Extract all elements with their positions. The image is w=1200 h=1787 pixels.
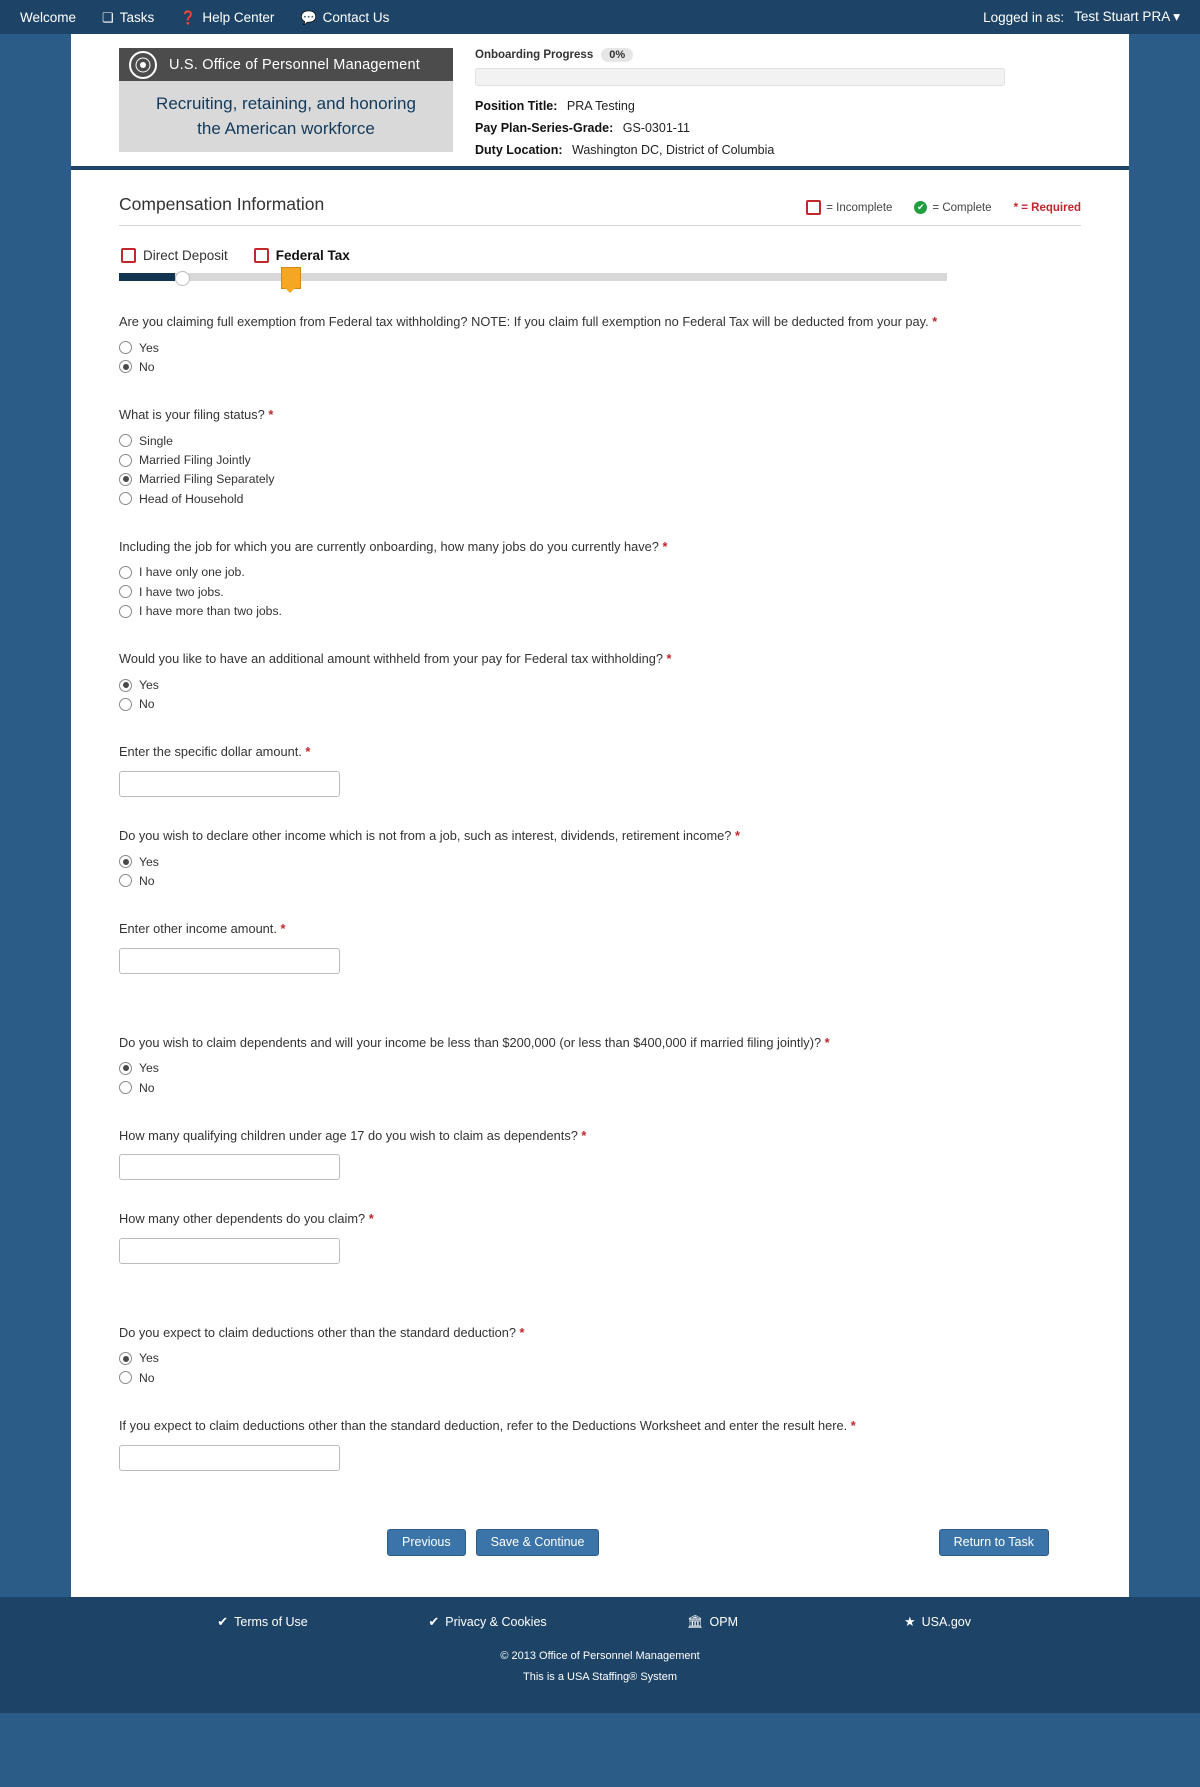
star-icon: ★: [904, 1614, 916, 1630]
option-filing-married-separately[interactable]: [119, 470, 1081, 488]
required-asterisk: *: [850, 1418, 856, 1434]
check-icon: ✔: [217, 1614, 229, 1630]
status-legend: [806, 200, 1081, 215]
required-asterisk: *: [581, 1127, 587, 1143]
deductions-worksheet-result-input[interactable]: [119, 1445, 340, 1471]
required-asterisk: *: [305, 744, 311, 760]
nav-item-tasks[interactable]: [102, 10, 154, 25]
radio-icon[interactable]: [119, 1352, 132, 1365]
option-other-deductions-yes[interactable]: [119, 1349, 1081, 1367]
option-claim-dependents-yes[interactable]: [119, 1059, 1081, 1077]
question-other-income-amount: [119, 920, 1081, 974]
footer-link-usa-gov-label: USA.gov: [921, 1614, 971, 1629]
radio-icon[interactable]: [119, 473, 132, 486]
form-action-buttons: [119, 1529, 1081, 1557]
tasks-icon: ❏: [102, 9, 114, 25]
question-deductions-worksheet-result-text: [119, 1417, 1081, 1436]
chevron-down-icon: ▾: [1173, 9, 1180, 24]
question-filing-status-options: [119, 432, 1081, 508]
save-and-continue-button[interactable]: Save & Continue: [476, 1529, 600, 1557]
footer-link-privacy-cookies-label: Privacy & Cookies: [445, 1614, 547, 1629]
option-more-than-two-jobs-label: I have more than two jobs.: [139, 604, 282, 619]
page-title: Compensation Information: [119, 194, 325, 214]
brand-tagline-line2: the American workforce: [197, 118, 375, 138]
slider-filled-track: [119, 273, 175, 281]
radio-icon[interactable]: [119, 434, 132, 447]
question-other-income-declare-text: [119, 827, 1081, 846]
question-filing-status-label: What is your filing status?: [119, 407, 265, 423]
radio-icon[interactable]: [119, 679, 132, 692]
previous-button[interactable]: Previous: [387, 1529, 466, 1557]
radio-icon[interactable]: [119, 360, 132, 373]
option-one-job-label: I have only one job.: [139, 565, 245, 580]
option-one-job[interactable]: [119, 563, 1081, 581]
progress-percent-badge: 0%: [601, 48, 633, 62]
question-exemption-label: Are you claiming full exemption from Federal tax withholding? NOTE: If you claim full exemption no Federal Tax will be deducted from your pay.: [119, 314, 929, 329]
opm-seal-icon: [129, 51, 157, 79]
question-claim-dependents-text: [119, 1034, 1081, 1053]
question-deductions-worksheet-result-label: If you expect to claim deductions other than the standard deduction, refer to the Deductions Worksheet and enter the result here.: [119, 1418, 848, 1434]
footer-link-terms-of-use-label: Terms of Use: [234, 1614, 308, 1629]
check-circle-icon: ✔: [914, 201, 927, 214]
question-deductions-worksheet-result: [119, 1417, 1081, 1471]
question-other-dependents: [119, 1210, 1081, 1264]
duty-location-label: Duty Location:: [475, 142, 563, 157]
duty-location-row: [475, 140, 774, 162]
footer-copyright-block: [0, 1646, 1200, 1688]
compensation-tabs: [119, 248, 1081, 263]
required-asterisk: *: [824, 1034, 830, 1050]
brand-tagline-line1: Recruiting, retaining, and honoring: [156, 93, 416, 113]
option-filing-married-jointly[interactable]: [119, 451, 1081, 469]
option-filing-head-of-household-label: Head of Household: [139, 491, 244, 506]
check-icon: ✔: [428, 1614, 440, 1630]
question-number-of-jobs-label: Including the job for which you are currently onboarding, how many jobs do you currently have?: [119, 538, 659, 554]
option-filing-married-jointly-label: Married Filing Jointly: [139, 452, 251, 467]
nav-right-group: [983, 9, 1180, 25]
option-more-than-two-jobs[interactable]: [119, 602, 1081, 620]
option-exemption-yes-label: Yes: [139, 340, 159, 355]
question-number-of-jobs-text: [119, 538, 1081, 557]
progress-label-row: [475, 48, 1005, 62]
question-number-of-jobs: [119, 538, 1081, 620]
footer-links: [0, 1615, 1200, 1629]
incomplete-icon: [121, 248, 136, 263]
option-filing-single[interactable]: [119, 432, 1081, 450]
radio-icon[interactable]: [119, 698, 132, 711]
tab-direct-deposit[interactable]: [121, 248, 228, 263]
option-additional-withholding-no-label: No: [139, 697, 155, 712]
radio-icon[interactable]: [119, 874, 132, 887]
question-other-income-declare: [119, 827, 1081, 890]
question-other-income-declare-options: [119, 853, 1081, 891]
nav-item-contact-us-label: Contact Us: [322, 9, 390, 25]
question-exemption-text: [119, 313, 1081, 332]
question-additional-withholding-options: [119, 676, 1081, 714]
pay-plan-value: GS-0301-11: [622, 120, 690, 135]
option-additional-withholding-no[interactable]: [119, 695, 1081, 713]
position-title-label: Position Title:: [475, 99, 558, 113]
nav-left-group: [20, 10, 389, 25]
option-exemption-yes[interactable]: [119, 339, 1081, 357]
required-asterisk: *: [734, 828, 740, 843]
question-number-of-jobs-options: [119, 563, 1081, 620]
return-to-task-button[interactable]: Return to Task: [939, 1529, 1049, 1557]
option-claim-dependents-no[interactable]: [119, 1079, 1081, 1097]
nav-item-welcome-label: Welcome: [20, 9, 77, 25]
question-filing-status-text: [119, 406, 1081, 425]
question-qualifying-children: [119, 1127, 1081, 1181]
question-other-deductions-text: [119, 1324, 1081, 1343]
question-specific-dollar-amount-label: Enter the specific dollar amount.: [119, 744, 302, 760]
footer-system-note: This is a USA Staffing® System: [522, 1670, 678, 1683]
radio-icon[interactable]: [119, 341, 132, 354]
required-asterisk: *: [519, 1324, 525, 1340]
footer-link-opm[interactable]: [600, 1615, 825, 1629]
footer-link-usa-gov[interactable]: [825, 1615, 1050, 1629]
agency-name: U.S. Office of Personnel Management: [169, 56, 420, 73]
required-asterisk: *: [932, 314, 938, 329]
incomplete-icon: [806, 200, 821, 215]
option-claim-dependents-yes-label: Yes: [139, 1061, 159, 1076]
user-menu[interactable]: [1074, 9, 1180, 25]
nav-item-tasks-label: Tasks: [119, 9, 155, 25]
radio-icon[interactable]: [119, 1371, 132, 1384]
tab-federal-tax[interactable]: [254, 248, 350, 263]
question-other-deductions: [119, 1324, 1081, 1387]
radio-icon[interactable]: [119, 454, 132, 467]
main-form-card: [71, 170, 1129, 1597]
question-other-dependents-text: [119, 1210, 1081, 1229]
option-filing-married-separately-label: Married Filing Separately: [139, 472, 275, 487]
option-other-deductions-no[interactable]: [119, 1369, 1081, 1387]
pay-plan-label: Pay Plan-Series-Grade:: [475, 120, 614, 135]
question-exemption-options: [119, 339, 1081, 377]
radio-icon[interactable]: [119, 855, 132, 868]
question-qualifying-children-label: How many qualifying children under age 17 do you wish to claim as dependents?: [119, 1127, 578, 1143]
specific-dollar-amount-input[interactable]: [119, 771, 340, 797]
tab-federal-tax-label: Federal Tax: [275, 248, 350, 263]
required-asterisk: *: [662, 538, 668, 554]
question-additional-withholding-text: [119, 650, 1081, 669]
option-exemption-no-label: No: [139, 359, 155, 374]
section-header: [119, 194, 1081, 226]
legend-incomplete-label: = Incomplete: [826, 201, 893, 214]
option-filing-single-label: Single: [139, 433, 173, 448]
onboarding-progress: [475, 48, 1005, 86]
option-two-jobs-label: I have two jobs.: [139, 584, 224, 599]
slider-handle-federal-tax[interactable]: [281, 267, 301, 289]
question-additional-withholding-label: Would you like to have an additional amount withheld from your pay for Federal tax withholding?: [119, 651, 663, 667]
option-other-income-no[interactable]: [119, 872, 1081, 890]
question-additional-withholding: [119, 650, 1081, 713]
position-title-row: [475, 96, 774, 118]
nav-item-help-center[interactable]: [180, 10, 274, 25]
radio-icon[interactable]: [119, 492, 132, 505]
position-information: [475, 96, 774, 162]
brand-header: [119, 48, 453, 81]
qualifying-children-input[interactable]: [119, 1154, 340, 1180]
user-menu-label: Test Stuart PRA: [1074, 9, 1170, 24]
building-icon: 🏛: [687, 1614, 704, 1630]
required-asterisk: *: [666, 651, 672, 667]
question-specific-dollar-amount: [119, 743, 1081, 797]
required-asterisk: *: [280, 921, 286, 937]
option-other-deductions-no-label: No: [139, 1370, 155, 1385]
question-claim-dependents-options: [119, 1059, 1081, 1097]
option-exemption-no[interactable]: [119, 358, 1081, 376]
nav-item-contact-us[interactable]: [300, 10, 389, 25]
question-claim-dependents: [119, 1034, 1081, 1097]
question-other-deductions-options: [119, 1349, 1081, 1387]
question-other-deductions-label: Do you expect to claim deductions other than the standard deduction?: [119, 1324, 516, 1340]
option-filing-head-of-household[interactable]: [119, 490, 1081, 508]
legend-required-label: * = Required: [1013, 201, 1081, 214]
footer-copyright: © 2013 Office of Personnel Management: [500, 1649, 700, 1662]
question-other-income-declare-label: Do you wish to declare other income which is not from a job, such as interest, dividends, retirement income?: [119, 828, 732, 843]
question-filing-status: [119, 406, 1081, 508]
chat-icon: 💬: [300, 9, 317, 25]
progress-label: Onboarding Progress: [475, 49, 594, 61]
option-other-income-yes[interactable]: [119, 853, 1081, 871]
tab-direct-deposit-label: Direct Deposit: [143, 248, 228, 263]
footer-link-privacy-cookies[interactable]: [375, 1615, 600, 1629]
question-claim-dependents-label: Do you wish to claim dependents and will your income be less than $200,000 (or less than $400,000 if married filing jointly)?: [119, 1034, 822, 1050]
required-asterisk: *: [268, 407, 274, 423]
radio-icon[interactable]: [119, 585, 132, 598]
incomplete-icon: [254, 248, 269, 263]
logged-in-label: Logged in as:: [983, 9, 1065, 25]
brand-tagline: [119, 81, 453, 152]
opm-brand: [119, 48, 453, 152]
slider-handle-direct-deposit[interactable]: [175, 271, 190, 286]
page-footer: [0, 1597, 1200, 1714]
question-qualifying-children-text: [119, 1127, 1081, 1146]
progress-bar: [475, 68, 1005, 86]
radio-icon[interactable]: [119, 605, 132, 618]
help-icon: ❓: [180, 9, 197, 25]
duty-location-value: Washington DC, District of Columbia: [571, 142, 775, 157]
other-income-amount-input[interactable]: [119, 948, 340, 974]
option-other-income-no-label: No: [139, 873, 155, 888]
nav-item-welcome[interactable]: [20, 10, 76, 25]
pay-plan-row: [475, 118, 774, 140]
step-progress-slider[interactable]: [119, 271, 947, 283]
question-other-dependents-label: How many other dependents do you claim?: [119, 1211, 366, 1227]
other-dependents-input[interactable]: [119, 1238, 340, 1264]
option-other-deductions-yes-label: Yes: [139, 1351, 159, 1366]
option-additional-withholding-yes-label: Yes: [139, 677, 159, 692]
required-asterisk: *: [368, 1211, 374, 1227]
legend-complete-label: = Complete: [932, 201, 992, 214]
question-specific-dollar-amount-text: [119, 743, 1081, 762]
content-shell: [71, 34, 1129, 1597]
footer-link-opm-label: OPM: [709, 1614, 738, 1629]
radio-icon[interactable]: [119, 1062, 132, 1075]
legend-complete: [914, 201, 991, 214]
question-other-income-amount-text: [119, 920, 1081, 939]
option-claim-dependents-no-label: No: [139, 1080, 155, 1095]
top-navigation-bar: [0, 0, 1200, 34]
radio-icon[interactable]: [119, 1081, 132, 1094]
option-two-jobs[interactable]: [119, 583, 1081, 601]
footer-link-terms-of-use[interactable]: [150, 1615, 375, 1629]
radio-icon[interactable]: [119, 566, 132, 579]
question-other-income-amount-label: Enter other income amount.: [119, 921, 277, 937]
question-exemption: [119, 313, 1081, 376]
option-other-income-yes-label: Yes: [139, 854, 159, 869]
header-card: [71, 34, 1129, 170]
legend-incomplete: [806, 200, 892, 215]
nav-item-help-center-label: Help Center: [202, 9, 275, 25]
option-additional-withholding-yes[interactable]: [119, 676, 1081, 694]
position-title-value: PRA Testing: [566, 99, 635, 113]
